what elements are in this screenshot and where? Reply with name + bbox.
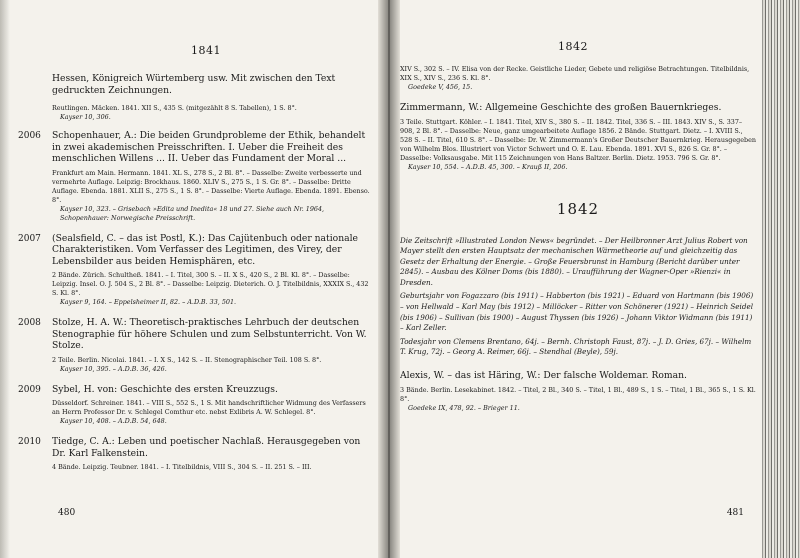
entry-2006 bbox=[18, 130, 374, 223]
entry-title: (Sealsfield, C. – das ist Postl, K.): Das Cajütenbuch oder nationale Charakteristiken. Vom Verfasser des Legitimen, des Virey, der Lebensbilder aus beiden Hemisphären, etc. bbox=[52, 232, 358, 267]
entry-ref: Kayser 10, 408. – A.D.B. 54, 648. bbox=[60, 417, 167, 425]
continuation-title: Hessen, Königreich Würtemberg usw. Mit zwischen den Text gedruckten Zeichnungen. bbox=[52, 73, 336, 96]
entry-ref: Goedeke IX, 478, 92. – Brieger 11. bbox=[408, 403, 520, 412]
entry-number: 2006 bbox=[18, 131, 41, 141]
entry-title: Alexis, W. – das ist Häring, W.: Der falsche Woldemar. Roman. bbox=[400, 370, 687, 382]
entry-2011 bbox=[400, 102, 756, 172]
entry-title: Stolze, H. A. W.: Theoretisch-praktisches Lehrbuch der deutschen Stenographie für höhere Schulen und zum Selbstunterricht. Von W. Stolze. bbox=[52, 317, 367, 351]
continuation-ref: Kayser 10, 306. bbox=[60, 113, 111, 121]
entry-number: 2009 bbox=[18, 384, 41, 395]
deaths-paragraph: Todesjahr von Clemens Brentano, 64j. – Bernh. Christoph Faust, 87j. – J. D. Gries, 67j. – Wilhelm T. Krug, 72j. – Georg A. Reimer, 66j. – Stendhal (Beyle), 59j. bbox=[400, 336, 752, 357]
continuation-ref: Goedeke V, 456, 15. bbox=[408, 83, 473, 91]
entry-note: Frankfurt am Main. Hermann. 1841. XL S., 278 S., 2 Bl. 8°. – Dasselbe: Zweite verbesserte und vermehrte Auflage. Leipzig: Brockhaus. 1860. XLIV S., 275 S., 1 S. Gr. 8°. – Dasselbe: Dritte Auflage. Ebenda. 1881. XLII S., 275 S., 1 S. 8°. – Dasselbe: Vierte Auflage. Ebenda. 1891. Ebenso. 8°. bbox=[52, 168, 370, 204]
entry-ref: Kayser 10, 554. – A.D.B. 45, 300. – Krauß II, 206. bbox=[408, 162, 568, 171]
entry-note: 4 Bände. Leipzig. Teubner. 1841. – I. Titelbildnis, VIII S., 304 S. – II. 251 S. – III. bbox=[52, 463, 312, 471]
left-running-head: 1841 bbox=[191, 44, 221, 57]
entry-note: 2 Bände. Zürich. Schultheß. 1841. – I. Titel, 300 S. – II. X S., 420 S., 2 Bl. Kl. 8°. – Dasselbe: Leipzig. Insel. O. J. 504 S., 2 Bl. 8°. – Dasselbe: Leipzig. Dieterich. O. J. Titelbildnis, XXXIX S., 432 S. Kl. 8°. bbox=[52, 271, 369, 297]
entry-note: Düsseldorf. Schreiner. 1841. – VIII S., 552 S., 1 S. Mit handschriftlicher Widmung des Verfassers an Herrn Professor Dr. v. Schlegel Comthur etc. nebst Exlibris A. W. Schlegel. 8°. bbox=[52, 399, 366, 416]
entry-2009 bbox=[18, 384, 374, 427]
entry-2008 bbox=[18, 317, 374, 374]
right-folio: 481 bbox=[726, 508, 744, 518]
events-paragraph: Die Zeitschrift »Illustrated London News« begründet. – Der Heilbronner Arzt Julius Robert von Mayer stellt den ersten Hauptsatz der mechanischen Wärmetheorie auf und gleichzeitig das Gesetz der Erhaltung der Energie. – Große Feuersbrunst in Hamburg (Bericht darüber unter 2845). – Ausbau des Kölner Doms (bis 1880). – Uraufführung der Wagner-Oper »Rienzi« in Dresden. bbox=[400, 235, 748, 287]
entry-number: 2010 bbox=[18, 437, 41, 447]
entry-number: 2008 bbox=[18, 318, 41, 328]
right-page bbox=[388, 0, 800, 558]
continuation-note: XIV S., 302 S. – IV. Elisa von der Recke. Geistliche Lieder, Gebete und religiöse Betrachtungen. Titelbildnis, XIX S., XIV S., 236 S. Kl. 8°. bbox=[400, 65, 750, 82]
right-continuation bbox=[400, 65, 756, 92]
entry-2010 bbox=[18, 436, 374, 472]
left-continuation bbox=[52, 73, 374, 122]
entry-title: Tiedge, C. A.: Leben und poetischer Nachlaß. Herausgegeben von Dr. Karl Falkenstein. bbox=[52, 436, 361, 459]
year-events bbox=[400, 236, 756, 359]
births-paragraph: Geburtsjahr von Fogazzaro (bis 1911) – Habberton (bis 1921) – Eduard von Hartmann (bis 1906) – von Hellwald – Karl May (bis 1912) – Millöcker – Ritter von Schönerer (1921) – Heinrich Seidel (bis 1906) – Sullivan (bis 1900) – August Thyssen (bis 1926) – Johann Viktor Widmann (bis 1911) – Karl Zeller. bbox=[400, 291, 754, 333]
entry-2012 bbox=[400, 370, 756, 413]
book-gutter bbox=[378, 0, 400, 558]
right-running-head: 1842 bbox=[558, 40, 588, 53]
year-heading: 1842 bbox=[556, 199, 600, 218]
left-page bbox=[0, 0, 388, 558]
entry-number: 2007 bbox=[18, 233, 41, 244]
left-page-edge bbox=[0, 0, 10, 558]
entry-note: 3 Teile. Stuttgart. Köhler. – I. 1841. Titel, XIV S., 380 S. – II. 1842. Titel, 336 S. – III. 1843. XIV S., S. 337–908, 2 Bl. 8°. – Dasselbe: Neue, ganz umgearbeitete Auflage 1856. 2 Bände. Stuttgart. Dietz. – I. XVIII S., 528 S. – II. Titel, 610 S. 8°. – Dasselbe: Dr. W. Zimmermann's Großer Deutscher Bauernkrieg. Herausgegeben von Wilhelm Blos. Illustriert von Victor Schwert und O. E. Lau. Ebenda. 1891. XVI S., 826 S. Gr. 8°. – Dasselbe: Volksausgabe. Mit 115 Zeichnungen von Hans Baltzer. Berlin. Dietz. 1953. 796 S. Gr. 8°. bbox=[400, 117, 756, 162]
right-page-edge bbox=[762, 0, 800, 558]
entry-title: Zimmermann, W.: Allgemeine Geschichte des großen Bauernkrieges. bbox=[400, 102, 722, 113]
continuation-note: Reutlingen. Mäcken. 1841. XII S., 435 S. (mitgezählt 8 S. Tabellen), 1 S. 8°. bbox=[52, 104, 297, 112]
entry-title: Sybel, H. von: Geschichte des ersten Kreuzzugs. bbox=[52, 383, 278, 395]
entry-title: Schopenhauer, A.: Die beiden Grundprobleme der Ethik, behandelt in zwei akademischen Preisschriften. I. Ueber die Freiheit des menschlichen Willens ... II. Ueber das Fundament der Moral ... bbox=[52, 130, 366, 164]
entry-2007 bbox=[18, 233, 374, 308]
left-folio: 480 bbox=[58, 508, 76, 518]
entry-ref: Kayser 9, 164. – Eppelsheimer II, 82. – A.D.B. 33, 501. bbox=[60, 298, 237, 306]
entry-note: 3 Bände. Berlin. Lesekabinet. 1842. – Titel, 2 Bl., 340 S. – Titel, 1 Bl., 489 S., 1 S. – Titel, 1 Bl., 365 S., 1 S. Kl. 8°. bbox=[400, 385, 756, 403]
entry-note: 2 Teile. Berlin. Nicolai. 1841. – I. X S., 142 S. – II. Stenographischer Teil. 108 S. 8°. bbox=[52, 355, 322, 364]
entry-ref: Kayser 10, 395. – A.D.B. 36, 426. bbox=[60, 364, 167, 373]
entry-ref: Kayser 10, 323. – Grisebach »Edita und Inedita« 18 und 27. Siehe auch Nr. 1964, Schopenhauer: Norwegische Preisschrift. bbox=[60, 204, 325, 222]
